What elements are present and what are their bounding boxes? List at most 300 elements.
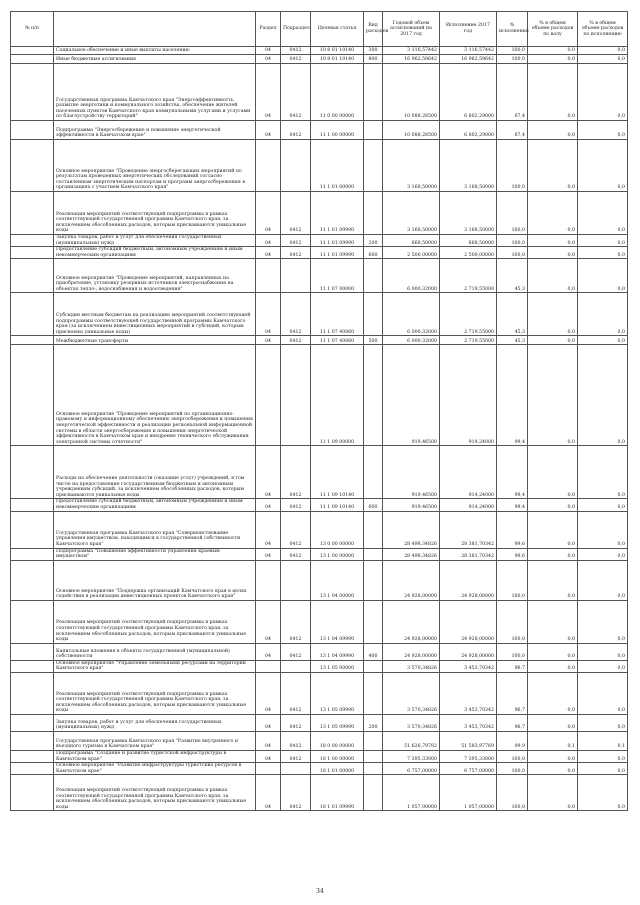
row-podrazdel: 0412 bbox=[281, 247, 311, 259]
row-razdel: 04 bbox=[256, 714, 281, 731]
row-share2: 0,0 bbox=[578, 672, 628, 714]
table-row bbox=[11, 660, 628, 672]
table-row bbox=[11, 140, 628, 192]
row-share: 0,0 bbox=[528, 660, 578, 672]
row-cst: 18 0 00 00000 bbox=[311, 731, 364, 750]
table-row bbox=[11, 47, 628, 55]
row-share: 0,0 bbox=[528, 763, 578, 775]
row-share2: 0,0 bbox=[578, 259, 628, 293]
row-pct: 67,4 bbox=[497, 121, 528, 140]
row-share2: 0,0 bbox=[578, 560, 628, 600]
row-share2: 0,0 bbox=[578, 336, 628, 345]
row-share: 0,0 bbox=[528, 511, 578, 548]
row-pct: 100,0 bbox=[497, 140, 528, 192]
row-vr: 200 bbox=[364, 235, 383, 247]
row-num bbox=[11, 64, 54, 121]
row-cst: 13 1 04 09990 bbox=[311, 643, 364, 660]
row-razdel: 04 bbox=[256, 446, 281, 499]
row-share2: 0,0 bbox=[578, 600, 628, 643]
row-num bbox=[11, 731, 54, 750]
header-cst: Целевая статья bbox=[311, 12, 364, 47]
row-fact: 24 928,00000 bbox=[440, 643, 497, 660]
row-name: Межбюджетные трансферты bbox=[54, 336, 256, 345]
row-plan: 3 168,50000 bbox=[383, 192, 440, 235]
row-share: 0,0 bbox=[528, 55, 578, 64]
row-share: 0,1 bbox=[528, 731, 578, 750]
row-razdel bbox=[256, 345, 281, 446]
row-plan: 2 500,00000 bbox=[383, 247, 440, 259]
row-share2: 0,0 bbox=[578, 750, 628, 762]
row-name: Основное мероприятие "Проведение мероприятий по организационно-правовому и информационному обеспечению энергосбережения и повышения энергетической эффективности и реализации региональной информационной системы в области энергосбережения и повышения энергетической эффективности в Камчатском крае и внедрение технического обслуживания электронной системы отчетности" bbox=[54, 345, 256, 446]
row-podrazdel: 0412 bbox=[281, 121, 311, 140]
row-plan: 3 116,57442 bbox=[383, 47, 440, 55]
row-num bbox=[11, 499, 54, 511]
header-num: № п/п bbox=[11, 12, 54, 47]
row-plan: 919,46500 bbox=[383, 345, 440, 446]
row-share2: 0,0 bbox=[578, 548, 628, 560]
header-share: % в общем объеме расходов по валу bbox=[528, 12, 578, 47]
row-podrazdel: 0412 bbox=[281, 336, 311, 345]
row-plan: 28 498,34826 bbox=[383, 548, 440, 560]
row-plan: 10 088,28500 bbox=[383, 121, 440, 140]
row-fact: 2 719,55000 bbox=[440, 259, 497, 293]
row-name: Подпрограмма "Энергосбережение и повышение энергетической эффективности в Камчатском крае" bbox=[54, 121, 256, 140]
row-cst: 11 1 07 40060 bbox=[311, 293, 364, 336]
row-share2: 0,0 bbox=[578, 140, 628, 192]
row-plan: 24 928,00000 bbox=[383, 560, 440, 600]
row-pct: 100,0 bbox=[497, 55, 528, 64]
header-name bbox=[54, 12, 256, 47]
row-name: Подпрограмма "Повышение эффективности управления краевым имуществом" bbox=[54, 548, 256, 560]
row-pct: 45,3 bbox=[497, 259, 528, 293]
row-podrazdel bbox=[281, 660, 311, 672]
table-row bbox=[11, 750, 628, 762]
row-razdel: 04 bbox=[256, 548, 281, 560]
row-fact: 51 583,97769 bbox=[440, 731, 497, 750]
row-fact: 914,24000 bbox=[440, 499, 497, 511]
row-fact: 6 802,29000 bbox=[440, 64, 497, 121]
row-pct: 100,0 bbox=[497, 600, 528, 643]
row-pct: 45,3 bbox=[497, 293, 528, 336]
row-share: 0,0 bbox=[528, 121, 578, 140]
row-podrazdel: 0412 bbox=[281, 293, 311, 336]
row-podrazdel: 0412 bbox=[281, 731, 311, 750]
row-razdel: 04 bbox=[256, 643, 281, 660]
row-name: Иные бюджетные ассигнования bbox=[54, 55, 256, 64]
row-vr: 400 bbox=[364, 643, 383, 660]
row-share2: 0,0 bbox=[578, 121, 628, 140]
row-share2: 0,0 bbox=[578, 64, 628, 121]
row-pct: 96,7 bbox=[497, 660, 528, 672]
row-podrazdel: 0412 bbox=[281, 235, 311, 247]
row-share2: 0,0 bbox=[578, 775, 628, 811]
row-pct: 100,0 bbox=[497, 560, 528, 600]
row-num bbox=[11, 259, 54, 293]
row-name: Государственная программа Камчатского края "Развитие внутреннего и въездного туризма в Камчатском крае" bbox=[54, 731, 256, 750]
row-vr: 300 bbox=[364, 47, 383, 55]
row-share: 0,0 bbox=[528, 548, 578, 560]
row-vr bbox=[364, 672, 383, 714]
row-cst: 10 8 01 10140 bbox=[311, 55, 364, 64]
row-pct: 100,0 bbox=[497, 192, 528, 235]
row-cst: 11 0 00 00000 bbox=[311, 64, 364, 121]
row-fact: 24 928,00000 bbox=[440, 560, 497, 600]
row-num bbox=[11, 511, 54, 548]
row-vr bbox=[364, 345, 383, 446]
row-podrazdel bbox=[281, 560, 311, 600]
row-cst: 11 1 09 10140 bbox=[311, 446, 364, 499]
table-row bbox=[11, 192, 628, 235]
row-share2: 0,0 bbox=[578, 763, 628, 775]
row-fact: 1 057,00000 bbox=[440, 775, 497, 811]
row-razdel: 04 bbox=[256, 499, 281, 511]
row-share2: 0,0 bbox=[578, 192, 628, 235]
budget-sheet bbox=[10, 11, 627, 811]
table-row bbox=[11, 499, 628, 511]
row-razdel bbox=[256, 140, 281, 192]
row-razdel: 04 bbox=[256, 247, 281, 259]
row-name: Основное мероприятие "Управление земельными ресурсами на территории Камчатского края" bbox=[54, 660, 256, 672]
row-num bbox=[11, 660, 54, 672]
row-fact: 668,50000 bbox=[440, 235, 497, 247]
row-name: Государственная программа Камчатского края "Энергоэффективность, развитие энергетики и коммунального хозяйства, обеспечение жителей населенных пунктов Камчатского края коммунальными услугами и услугами по благоустройству территорий" bbox=[54, 64, 256, 121]
row-razdel: 04 bbox=[256, 121, 281, 140]
table-row bbox=[11, 55, 628, 64]
row-share2: 0,0 bbox=[578, 55, 628, 64]
row-share: 0,0 bbox=[528, 192, 578, 235]
row-share2: 0,1 bbox=[578, 731, 628, 750]
row-pct: 96,7 bbox=[497, 714, 528, 731]
row-vr bbox=[364, 660, 383, 672]
row-share: 0,0 bbox=[528, 643, 578, 660]
row-podrazdel: 0412 bbox=[281, 672, 311, 714]
row-fact: 28 381,70342 bbox=[440, 511, 497, 548]
row-cst: 13 0 00 00000 bbox=[311, 511, 364, 548]
table-row bbox=[11, 731, 628, 750]
table-row bbox=[11, 548, 628, 560]
row-razdel bbox=[256, 259, 281, 293]
row-share2: 0,0 bbox=[578, 643, 628, 660]
header-razdel: Раздел bbox=[256, 12, 281, 47]
row-vr: 200 bbox=[364, 714, 383, 731]
row-pct: 99,9 bbox=[497, 731, 528, 750]
table-row bbox=[11, 336, 628, 345]
table-row bbox=[11, 121, 628, 140]
row-share: 0,0 bbox=[528, 293, 578, 336]
table-row bbox=[11, 511, 628, 548]
row-name: Основное мероприятие "Проведение энергосберегающих мероприятий по результатам проведенных энергетических обследований согласно составленным энергетическим паспортам и программ энергосбережения в организациях с участием Камчатского края" bbox=[54, 140, 256, 192]
row-share2: 0,0 bbox=[578, 660, 628, 672]
row-plan: 919,46500 bbox=[383, 446, 440, 499]
row-share2: 0,0 bbox=[578, 714, 628, 731]
row-vr bbox=[364, 731, 383, 750]
row-name: Реализация мероприятий соответствующей подпрограммы в рамках соответствующей государственной программы Камчатского края, за исключением обособленных расходов, которым присваиваются уникальные коды bbox=[54, 775, 256, 811]
budget-table bbox=[10, 11, 628, 811]
row-fact: 16 962,59642 bbox=[440, 55, 497, 64]
row-cst: 10 8 01 10140 bbox=[311, 47, 364, 55]
row-fact: 2 500,00000 bbox=[440, 247, 497, 259]
row-vr: 600 bbox=[364, 247, 383, 259]
row-pct: 99,4 bbox=[497, 345, 528, 446]
row-vr: 500 bbox=[364, 336, 383, 345]
row-podrazdel: 0412 bbox=[281, 750, 311, 762]
row-name: Государственная программа Камчатского края "Совершенствование управления имуществом, находящимся в государственной собственности Камчатского края" bbox=[54, 511, 256, 548]
row-podrazdel: 0412 bbox=[281, 499, 311, 511]
row-vr bbox=[364, 548, 383, 560]
row-vr bbox=[364, 121, 383, 140]
row-share: 0,0 bbox=[528, 47, 578, 55]
row-plan: 6 000,32000 bbox=[383, 336, 440, 345]
row-fact: 3 453,70342 bbox=[440, 660, 497, 672]
row-cst: 11 1 00 00000 bbox=[311, 121, 364, 140]
row-pct: 99,6 bbox=[497, 548, 528, 560]
row-share: 0,0 bbox=[528, 775, 578, 811]
row-podrazdel bbox=[281, 259, 311, 293]
row-plan: 24 928,00000 bbox=[383, 600, 440, 643]
row-fact: 24 928,00000 bbox=[440, 600, 497, 643]
row-pct: 100,0 bbox=[497, 775, 528, 811]
row-num bbox=[11, 55, 54, 64]
row-razdel: 04 bbox=[256, 511, 281, 548]
row-name: Реализация мероприятий соответствующей подпрограммы в рамках соответствующей государственной программы Камчатского края, за исключением обособленных расходов, которым присваиваются уникальные коды bbox=[54, 192, 256, 235]
row-fact: 3 116,57442 bbox=[440, 47, 497, 55]
row-fact: 914,24000 bbox=[440, 446, 497, 499]
row-vr bbox=[364, 446, 383, 499]
row-pct: 99,6 bbox=[497, 511, 528, 548]
row-name: Капитальные вложения в объекты государственной (муниципальной) собственности bbox=[54, 643, 256, 660]
row-share2: 0,0 bbox=[578, 293, 628, 336]
table-row bbox=[11, 259, 628, 293]
table-row bbox=[11, 672, 628, 714]
row-plan: 919,46500 bbox=[383, 499, 440, 511]
row-num bbox=[11, 643, 54, 660]
table-row bbox=[11, 64, 628, 121]
row-cst: 13 1 04 00000 bbox=[311, 560, 364, 600]
row-vr: 800 bbox=[364, 55, 383, 64]
header-podrazdel: Подраздел bbox=[281, 12, 311, 47]
row-plan: 6 000,32000 bbox=[383, 259, 440, 293]
row-num bbox=[11, 763, 54, 775]
row-podrazdel: 0412 bbox=[281, 47, 311, 55]
row-vr bbox=[364, 293, 383, 336]
row-pct: 67,4 bbox=[497, 64, 528, 121]
row-vr bbox=[364, 511, 383, 548]
row-share: 0,0 bbox=[528, 499, 578, 511]
row-cst: 18 1 00 00000 bbox=[311, 750, 364, 762]
row-podrazdel: 0412 bbox=[281, 55, 311, 64]
row-share2: 0,0 bbox=[578, 345, 628, 446]
row-podrazdel: 0412 bbox=[281, 714, 311, 731]
row-name: Основное мероприятие "Развитие инфраструктуры туристских ресурсов в Камчатском крае" bbox=[54, 763, 256, 775]
row-share: 0,0 bbox=[528, 714, 578, 731]
row-num bbox=[11, 235, 54, 247]
header-pct: % исполнения bbox=[497, 12, 528, 47]
row-name: Закупка товаров, работ и услуг для обеспечения государственных (муниципальных) нужд bbox=[54, 714, 256, 731]
row-num bbox=[11, 548, 54, 560]
row-razdel: 04 bbox=[256, 47, 281, 55]
header-share2: % в общем объеме расходов по исполнению bbox=[578, 12, 628, 47]
row-share: 0,0 bbox=[528, 235, 578, 247]
row-fact: 28 381,70342 bbox=[440, 548, 497, 560]
row-cst: 11 1 01 09990 bbox=[311, 235, 364, 247]
row-name: Закупка товаров, работ и услуг для обеспечения государственных (муниципальных) нужд bbox=[54, 235, 256, 247]
table-row bbox=[11, 763, 628, 775]
row-num bbox=[11, 446, 54, 499]
row-vr bbox=[364, 750, 383, 762]
row-share2: 0,0 bbox=[578, 47, 628, 55]
row-pct: 96,7 bbox=[497, 672, 528, 714]
row-razdel: 04 bbox=[256, 775, 281, 811]
row-plan: 6 000,32000 bbox=[383, 293, 440, 336]
row-num bbox=[11, 750, 54, 762]
row-plan: 6 757,00000 bbox=[383, 763, 440, 775]
table-row bbox=[11, 247, 628, 259]
row-name: Подпрограмма "Создание и развитие туристской инфраструктуры в Камчатском крае" bbox=[54, 750, 256, 762]
row-pct: 100,0 bbox=[497, 643, 528, 660]
row-share2: 0,0 bbox=[578, 247, 628, 259]
row-num bbox=[11, 140, 54, 192]
row-share: 0,0 bbox=[528, 600, 578, 643]
row-name: Расходы на обеспечение деятельности (оказание услуг) учреждений, в том числе на предоставление государственным бюджетным и автономным учреждениям субсидий, за исключением обособленных расходов, которым присваиваются уникальные коды bbox=[54, 446, 256, 499]
row-name: Реализация мероприятий соответствующей подпрограммы в рамках соответствующей государственной программы Камчатского края, за исключением обособленных расходов, которым присваиваются уникальные коды bbox=[54, 600, 256, 643]
row-cst: 11 1 01 09990 bbox=[311, 247, 364, 259]
row-share: 0,0 bbox=[528, 672, 578, 714]
row-name: Реализация мероприятий соответствующей подпрограммы в рамках соответствующей государственной программы Камчатского края, за исключением обособленных расходов, которым присваиваются уникальные коды bbox=[54, 672, 256, 714]
row-cst: 13 1 00 00000 bbox=[311, 548, 364, 560]
row-podrazdel: 0412 bbox=[281, 446, 311, 499]
row-pct: 100,0 bbox=[497, 235, 528, 247]
row-plan: 3 168,50000 bbox=[383, 140, 440, 192]
row-razdel: 04 bbox=[256, 672, 281, 714]
row-razdel: 04 bbox=[256, 235, 281, 247]
row-cst: 11 1 09 00000 bbox=[311, 345, 364, 446]
row-num bbox=[11, 775, 54, 811]
table-header-row bbox=[11, 12, 628, 47]
row-podrazdel: 0412 bbox=[281, 775, 311, 811]
row-share2: 0,0 bbox=[578, 511, 628, 548]
row-fact: 7 395,33000 bbox=[440, 750, 497, 762]
row-fact: 914,24000 bbox=[440, 345, 497, 446]
row-plan: 1 057,00000 bbox=[383, 775, 440, 811]
row-cst: 13 1 04 09990 bbox=[311, 600, 364, 643]
row-fact: 6 757,00000 bbox=[440, 763, 497, 775]
row-podrazdel bbox=[281, 140, 311, 192]
row-pct: 100,0 bbox=[497, 750, 528, 762]
row-num bbox=[11, 192, 54, 235]
table-row bbox=[11, 714, 628, 731]
table-row bbox=[11, 293, 628, 336]
row-podrazdel bbox=[281, 345, 311, 446]
row-podrazdel: 0412 bbox=[281, 548, 311, 560]
row-razdel: 04 bbox=[256, 55, 281, 64]
row-cst: 11 1 09 10140 bbox=[311, 499, 364, 511]
row-name: Предоставление субсидий бюджетным, автономным учреждениям и иным некоммерческим организациям bbox=[54, 247, 256, 259]
row-vr bbox=[364, 259, 383, 293]
row-num bbox=[11, 336, 54, 345]
row-cst: 11 1 07 40060 bbox=[311, 336, 364, 345]
row-num bbox=[11, 600, 54, 643]
row-fact: 3 168,50000 bbox=[440, 140, 497, 192]
row-name: Основное мероприятие "Проведение мероприятий, направленных на приобретение, установку резервных источников электроснабжения на объектах тепло-, водоснабжения и водоотведения" bbox=[54, 259, 256, 293]
page-number: 34 bbox=[316, 888, 324, 895]
row-num bbox=[11, 560, 54, 600]
row-fact: 3 453,70342 bbox=[440, 672, 497, 714]
row-cst: 18 1 01 00000 bbox=[311, 763, 364, 775]
row-cst: 11 1 01 00000 bbox=[311, 140, 364, 192]
row-razdel bbox=[256, 660, 281, 672]
row-pct: 45,3 bbox=[497, 336, 528, 345]
row-share: 0,0 bbox=[528, 64, 578, 121]
row-plan: 3 570,34826 bbox=[383, 714, 440, 731]
row-vr bbox=[364, 64, 383, 121]
row-podrazdel: 0412 bbox=[281, 192, 311, 235]
row-vr bbox=[364, 140, 383, 192]
table-row bbox=[11, 345, 628, 446]
row-num bbox=[11, 345, 54, 446]
row-share: 0,0 bbox=[528, 336, 578, 345]
row-name: Основное мероприятие "Поддержка организаций Камчатского края в целях содействия в реализации инвестиционных проектов Камчатского края" bbox=[54, 560, 256, 600]
row-share: 0,0 bbox=[528, 247, 578, 259]
row-name: Субсидии местным бюджетам на реализацию мероприятий соответствующей подпрограммы соответствующей государственной программы Камчатского края (за исключением инвестиционных мероприятий и субсидий, которым присвоены уникальные коды) bbox=[54, 293, 256, 336]
row-name: Предоставление субсидий бюджетным, автономным учреждениям и иным некоммерческим организациям bbox=[54, 499, 256, 511]
row-num bbox=[11, 293, 54, 336]
row-podrazdel: 0412 bbox=[281, 643, 311, 660]
row-razdel: 04 bbox=[256, 192, 281, 235]
row-pct: 99,4 bbox=[497, 499, 528, 511]
row-razdel: 04 bbox=[256, 64, 281, 121]
row-num bbox=[11, 121, 54, 140]
table-row bbox=[11, 446, 628, 499]
row-razdel: 04 bbox=[256, 336, 281, 345]
row-plan: 28 498,34826 bbox=[383, 511, 440, 548]
header-plan: Годовой объем ассигнований на 2017 год bbox=[383, 12, 440, 47]
row-plan: 16 962,59642 bbox=[383, 55, 440, 64]
row-share: 0,0 bbox=[528, 446, 578, 499]
row-share: 0,0 bbox=[528, 140, 578, 192]
row-vr: 600 bbox=[364, 499, 383, 511]
row-pct: 100,0 bbox=[497, 763, 528, 775]
table-row bbox=[11, 600, 628, 643]
row-razdel bbox=[256, 763, 281, 775]
row-podrazdel: 0412 bbox=[281, 64, 311, 121]
row-cst: 13 1 05 09990 bbox=[311, 714, 364, 731]
table-row bbox=[11, 235, 628, 247]
row-share: 0,0 bbox=[528, 259, 578, 293]
row-cst: 18 1 01 09990 bbox=[311, 775, 364, 811]
row-razdel bbox=[256, 560, 281, 600]
row-share: 0,0 bbox=[528, 750, 578, 762]
row-pct: 100,0 bbox=[497, 47, 528, 55]
row-vr bbox=[364, 560, 383, 600]
row-vr bbox=[364, 763, 383, 775]
row-fact: 6 802,29000 bbox=[440, 121, 497, 140]
row-share: 0,0 bbox=[528, 345, 578, 446]
row-num bbox=[11, 714, 54, 731]
row-share2: 0,0 bbox=[578, 499, 628, 511]
row-cst: 13 1 05 00000 bbox=[311, 660, 364, 672]
row-share2: 0,0 bbox=[578, 235, 628, 247]
row-podrazdel: 0412 bbox=[281, 511, 311, 548]
table-body bbox=[11, 47, 628, 811]
row-name: Социальное обеспечение и иные выплаты населению bbox=[54, 47, 256, 55]
row-razdel: 04 bbox=[256, 731, 281, 750]
row-plan: 10 088,28500 bbox=[383, 64, 440, 121]
row-share: 0,0 bbox=[528, 560, 578, 600]
row-cst: 13 1 05 09990 bbox=[311, 672, 364, 714]
row-podrazdel bbox=[281, 763, 311, 775]
row-fact: 3 168,50000 bbox=[440, 192, 497, 235]
row-razdel: 04 bbox=[256, 293, 281, 336]
